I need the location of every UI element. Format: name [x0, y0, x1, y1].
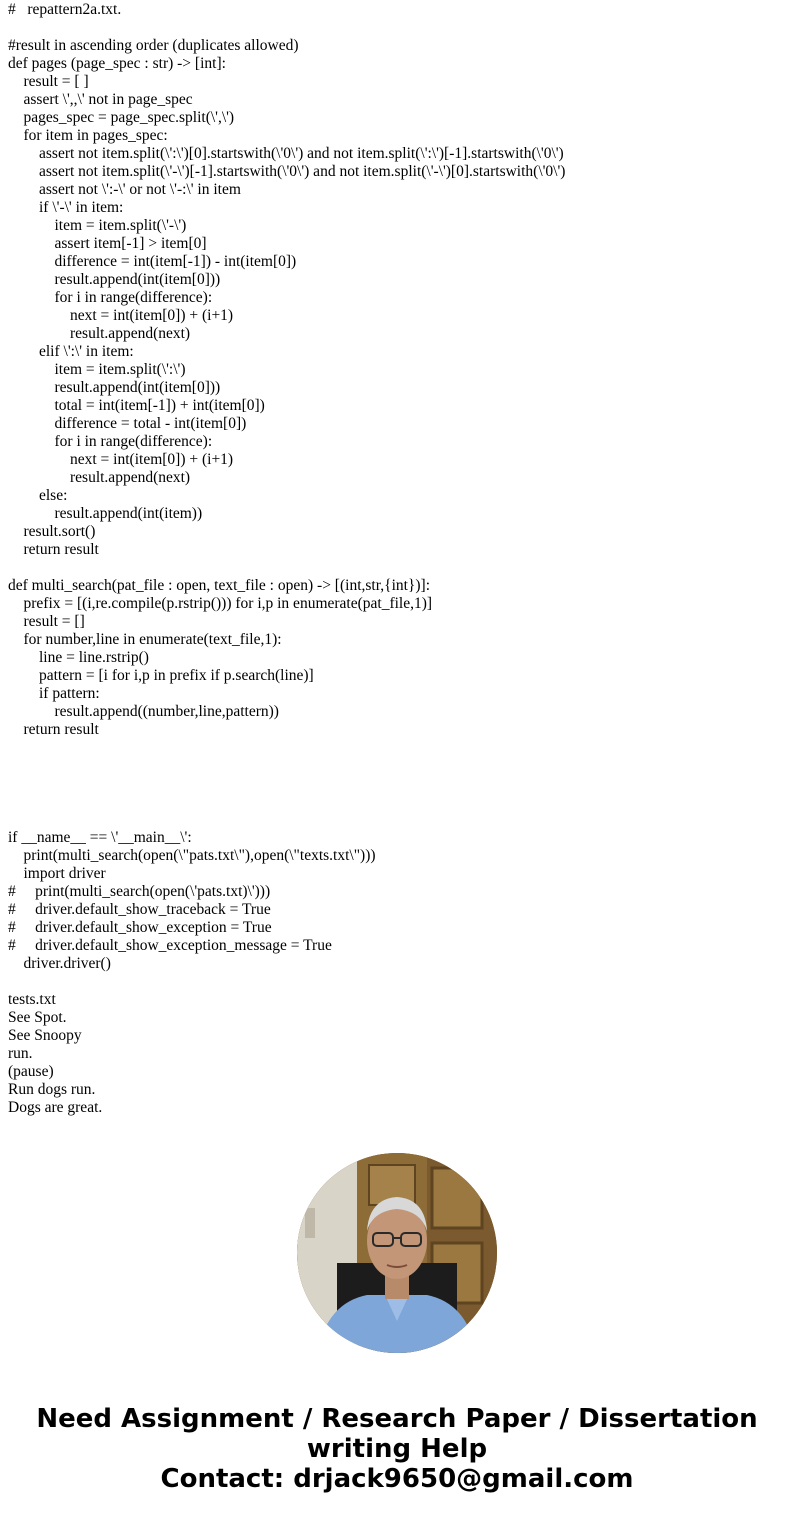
text-line: result.append(int(item[0])): [8, 379, 221, 396]
text-line: next = int(item[0]) + (i+1): [8, 307, 234, 324]
text-line: print(multi_search(open(\"pats.txt\"),open(\"texts.txt\"))): [8, 847, 376, 864]
text-line: total = int(item[-1]) + int(item[0]): [8, 397, 265, 414]
author-portrait: [297, 1153, 497, 1353]
text-line: pattern = [i for i,p in prefix if p.search(line)]: [8, 667, 314, 684]
text-line: next = int(item[0]) + (i+1): [8, 451, 234, 468]
text-line: import driver: [8, 865, 106, 882]
text-line: difference = total - int(item[0]): [8, 415, 247, 432]
text-line: for item in pages_spec:: [8, 127, 168, 144]
text-line: [8, 811, 788, 829]
text-line: # driver.default_show_exception = True: [8, 919, 272, 936]
text-line: #result in ascending order (duplicates allowed): [8, 37, 299, 54]
text-line: def pages (page_spec : str) -> [int]:: [8, 55, 226, 72]
text-line: # repattern2a.txt.: [8, 1, 122, 18]
text-line: result.append(next): [8, 469, 191, 486]
banner-contact-line: Contact: drjack9650@gmail.com: [160, 1464, 634, 1494]
text-line: if pattern:: [8, 685, 100, 702]
text-line: # driver.default_show_traceback = True: [8, 901, 271, 918]
text-line: [8, 739, 788, 757]
text-line: return result: [8, 541, 99, 558]
text-line: # driver.default_show_exception_message = True: [8, 937, 332, 954]
text-line: def multi_search(pat_file : open, text_file : open) -> [(int,str,{int})]:: [8, 577, 430, 594]
text-line: [8, 757, 788, 775]
text-line: difference = int(item[-1]) - int(item[0]): [8, 253, 297, 270]
text-line: driver.driver(): [8, 955, 111, 972]
person-portrait-icon: [297, 1153, 497, 1353]
banner-line-1: Need Assignment / Research Paper / Dissertation: [36, 1404, 758, 1434]
text-line: return result: [8, 721, 99, 738]
text-line: See Snoopy: [8, 1027, 82, 1044]
text-line: result.append((number,line,pattern)): [8, 703, 279, 720]
text-line: assert not item.split(\':\')[0].startswith(\'0\') and not item.split(\':\')[-1].startswith(\'0\'): [8, 145, 564, 162]
text-line: prefix = [(i,re.compile(p.rstrip())) for i,p in enumerate(pat_file,1)]: [8, 595, 433, 612]
text-line: else:: [8, 487, 68, 504]
text-line: Run dogs run.: [8, 1081, 96, 1098]
code-text-block: [8, 1, 788, 1117]
text-line: line = line.rstrip(): [8, 649, 149, 666]
text-line: pages_spec = page_spec.split(\',\'): [8, 109, 235, 126]
text-line: result.append(int(item)): [8, 505, 203, 522]
text-line: result.sort(): [8, 523, 96, 540]
contact-banner: [0, 1404, 794, 1494]
text-line: if \'-\' in item:: [8, 199, 124, 216]
banner-line-2: writing Help: [306, 1434, 488, 1464]
text-line: if __name__ == \'__main__\':: [8, 829, 192, 846]
text-line: run.: [8, 1045, 33, 1062]
text-line: item = item.split(\':\'): [8, 361, 186, 378]
text-line: [8, 973, 788, 991]
text-line: for i in range(difference):: [8, 289, 213, 306]
text-line: item = item.split(\'-\'): [8, 217, 187, 234]
text-line: # print(multi_search(open(\'pats.txt)\'))): [8, 883, 271, 900]
text-line: See Spot.: [8, 1009, 67, 1026]
text-line: assert not item.split(\'-\')[-1].startswith(\'0\') and not item.split(\'-\')[0].startswith(\'0\'): [8, 163, 566, 180]
text-line: for i in range(difference):: [8, 433, 213, 450]
text-line: [8, 793, 788, 811]
text-line: assert \',,\' not in page_spec: [8, 91, 193, 108]
text-line: [8, 775, 788, 793]
text-line: tests.txt: [8, 991, 56, 1008]
text-line: [8, 559, 788, 577]
text-line: result = []: [8, 613, 85, 630]
text-line: result = [ ]: [8, 73, 89, 90]
text-line: assert not \':-\' or not \'-:\' in item: [8, 181, 241, 198]
text-line: assert item[-1] > item[0]: [8, 235, 207, 252]
text-line: Dogs are great.: [8, 1099, 103, 1116]
text-line: [8, 19, 788, 37]
text-line: elif \':\' in item:: [8, 343, 134, 360]
text-line: result.append(int(item[0])): [8, 271, 221, 288]
text-line: (pause): [8, 1063, 54, 1080]
text-line: result.append(next): [8, 325, 191, 342]
text-line: for number,line in enumerate(text_file,1):: [8, 631, 282, 648]
